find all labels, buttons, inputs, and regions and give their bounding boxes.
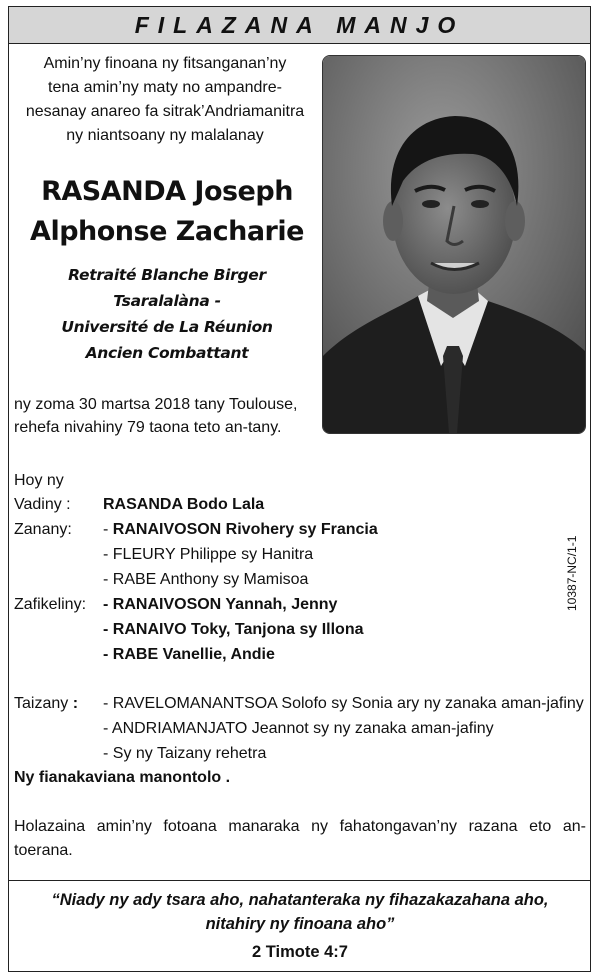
family-intro <box>14 468 64 493</box>
list-item: - FLEURY Philippe sy Hanitra <box>103 546 314 563</box>
death-details <box>14 393 324 439</box>
divider <box>9 880 590 881</box>
title-line: Ancien Combattant <box>85 344 249 362</box>
children-label: Zanany: <box>14 521 72 538</box>
deceased-name <box>8 172 326 252</box>
list-item: - RABE Anthony sy Mamisoa <box>103 571 309 588</box>
quote-line-2: nitahiry ny finoana aho” <box>205 915 395 933</box>
notice-header <box>9 7 590 44</box>
title-line: Université de La Réunion <box>61 318 273 336</box>
list-item: - RANAIVOSON Rivohery sy Francia <box>103 521 378 538</box>
intro-line: Amin’ny finoana ny fitsanganan’ny <box>43 55 287 72</box>
family-intro-text: Hoy ny <box>14 472 64 489</box>
quote-line-1: “Niady ny ady tsara aho, nahatanteraka ny fihazakazahana aho, <box>51 891 549 909</box>
list-item: - RANAIVOSON Yannah, Jenny <box>103 596 338 613</box>
intro-line: nesanay anareo fa sitrak’Andriamanitra <box>25 103 305 120</box>
title-line: Tsaralalàna - <box>113 292 221 310</box>
list-item: - ANDRIAMANJATO Jeannot sy ny zanaka aman-jafiny <box>103 720 494 737</box>
family-closing-row <box>14 765 230 790</box>
list-item: - RAVELOMANANTSOA Solofo sy Sonia ary ny zanaka aman-jafiny <box>103 695 584 712</box>
intro-line: ny niantsoany ny malalanay <box>66 127 264 144</box>
list-item: - RANAIVO Toky, Tanjona sy Illona <box>103 621 364 638</box>
title-line: Retraité Blanche Birger <box>68 266 266 284</box>
intro-text <box>14 52 316 148</box>
list-item: - Sy ny Taizany rehetra <box>103 745 267 762</box>
family-closing: Ny fianakaviana manontolo . <box>14 769 231 786</box>
spouse-label: Vadiny : <box>14 496 71 513</box>
name-line-1: RASANDA Joseph <box>41 176 293 207</box>
name-line-2: Alphonse Zacharie <box>30 216 304 247</box>
deceased-titles <box>8 262 326 366</box>
spouse-name: RASANDA Bodo Lala <box>103 496 265 513</box>
siblings-label: Taizany : <box>14 695 79 712</box>
portrait-photo <box>322 55 586 434</box>
bible-quote <box>10 888 590 936</box>
grandchildren-label: Zafikeliny: <box>14 596 87 613</box>
list-item: - RABE Vanellie, Andie <box>103 646 275 663</box>
death-line-1: ny zoma 30 martsa 2018 tany Toulouse, <box>14 396 298 413</box>
death-line-2: rehefa nivahiny 79 taona teto an-tany. <box>14 419 282 436</box>
intro-line: tena amin’ny maty no ampandre- <box>48 79 282 96</box>
portrait-illustration <box>323 56 585 433</box>
outro-text: Holazaina amin’ny fotoana manaraka ny fahatongavan’ny razana eto an-toerana. <box>14 818 586 859</box>
header-title: FILAZANA MANJO <box>134 12 465 38</box>
reference-code: 10387-NC/1-1 <box>565 535 579 611</box>
verse-reference: 2 Timote 4:7 <box>252 943 348 961</box>
